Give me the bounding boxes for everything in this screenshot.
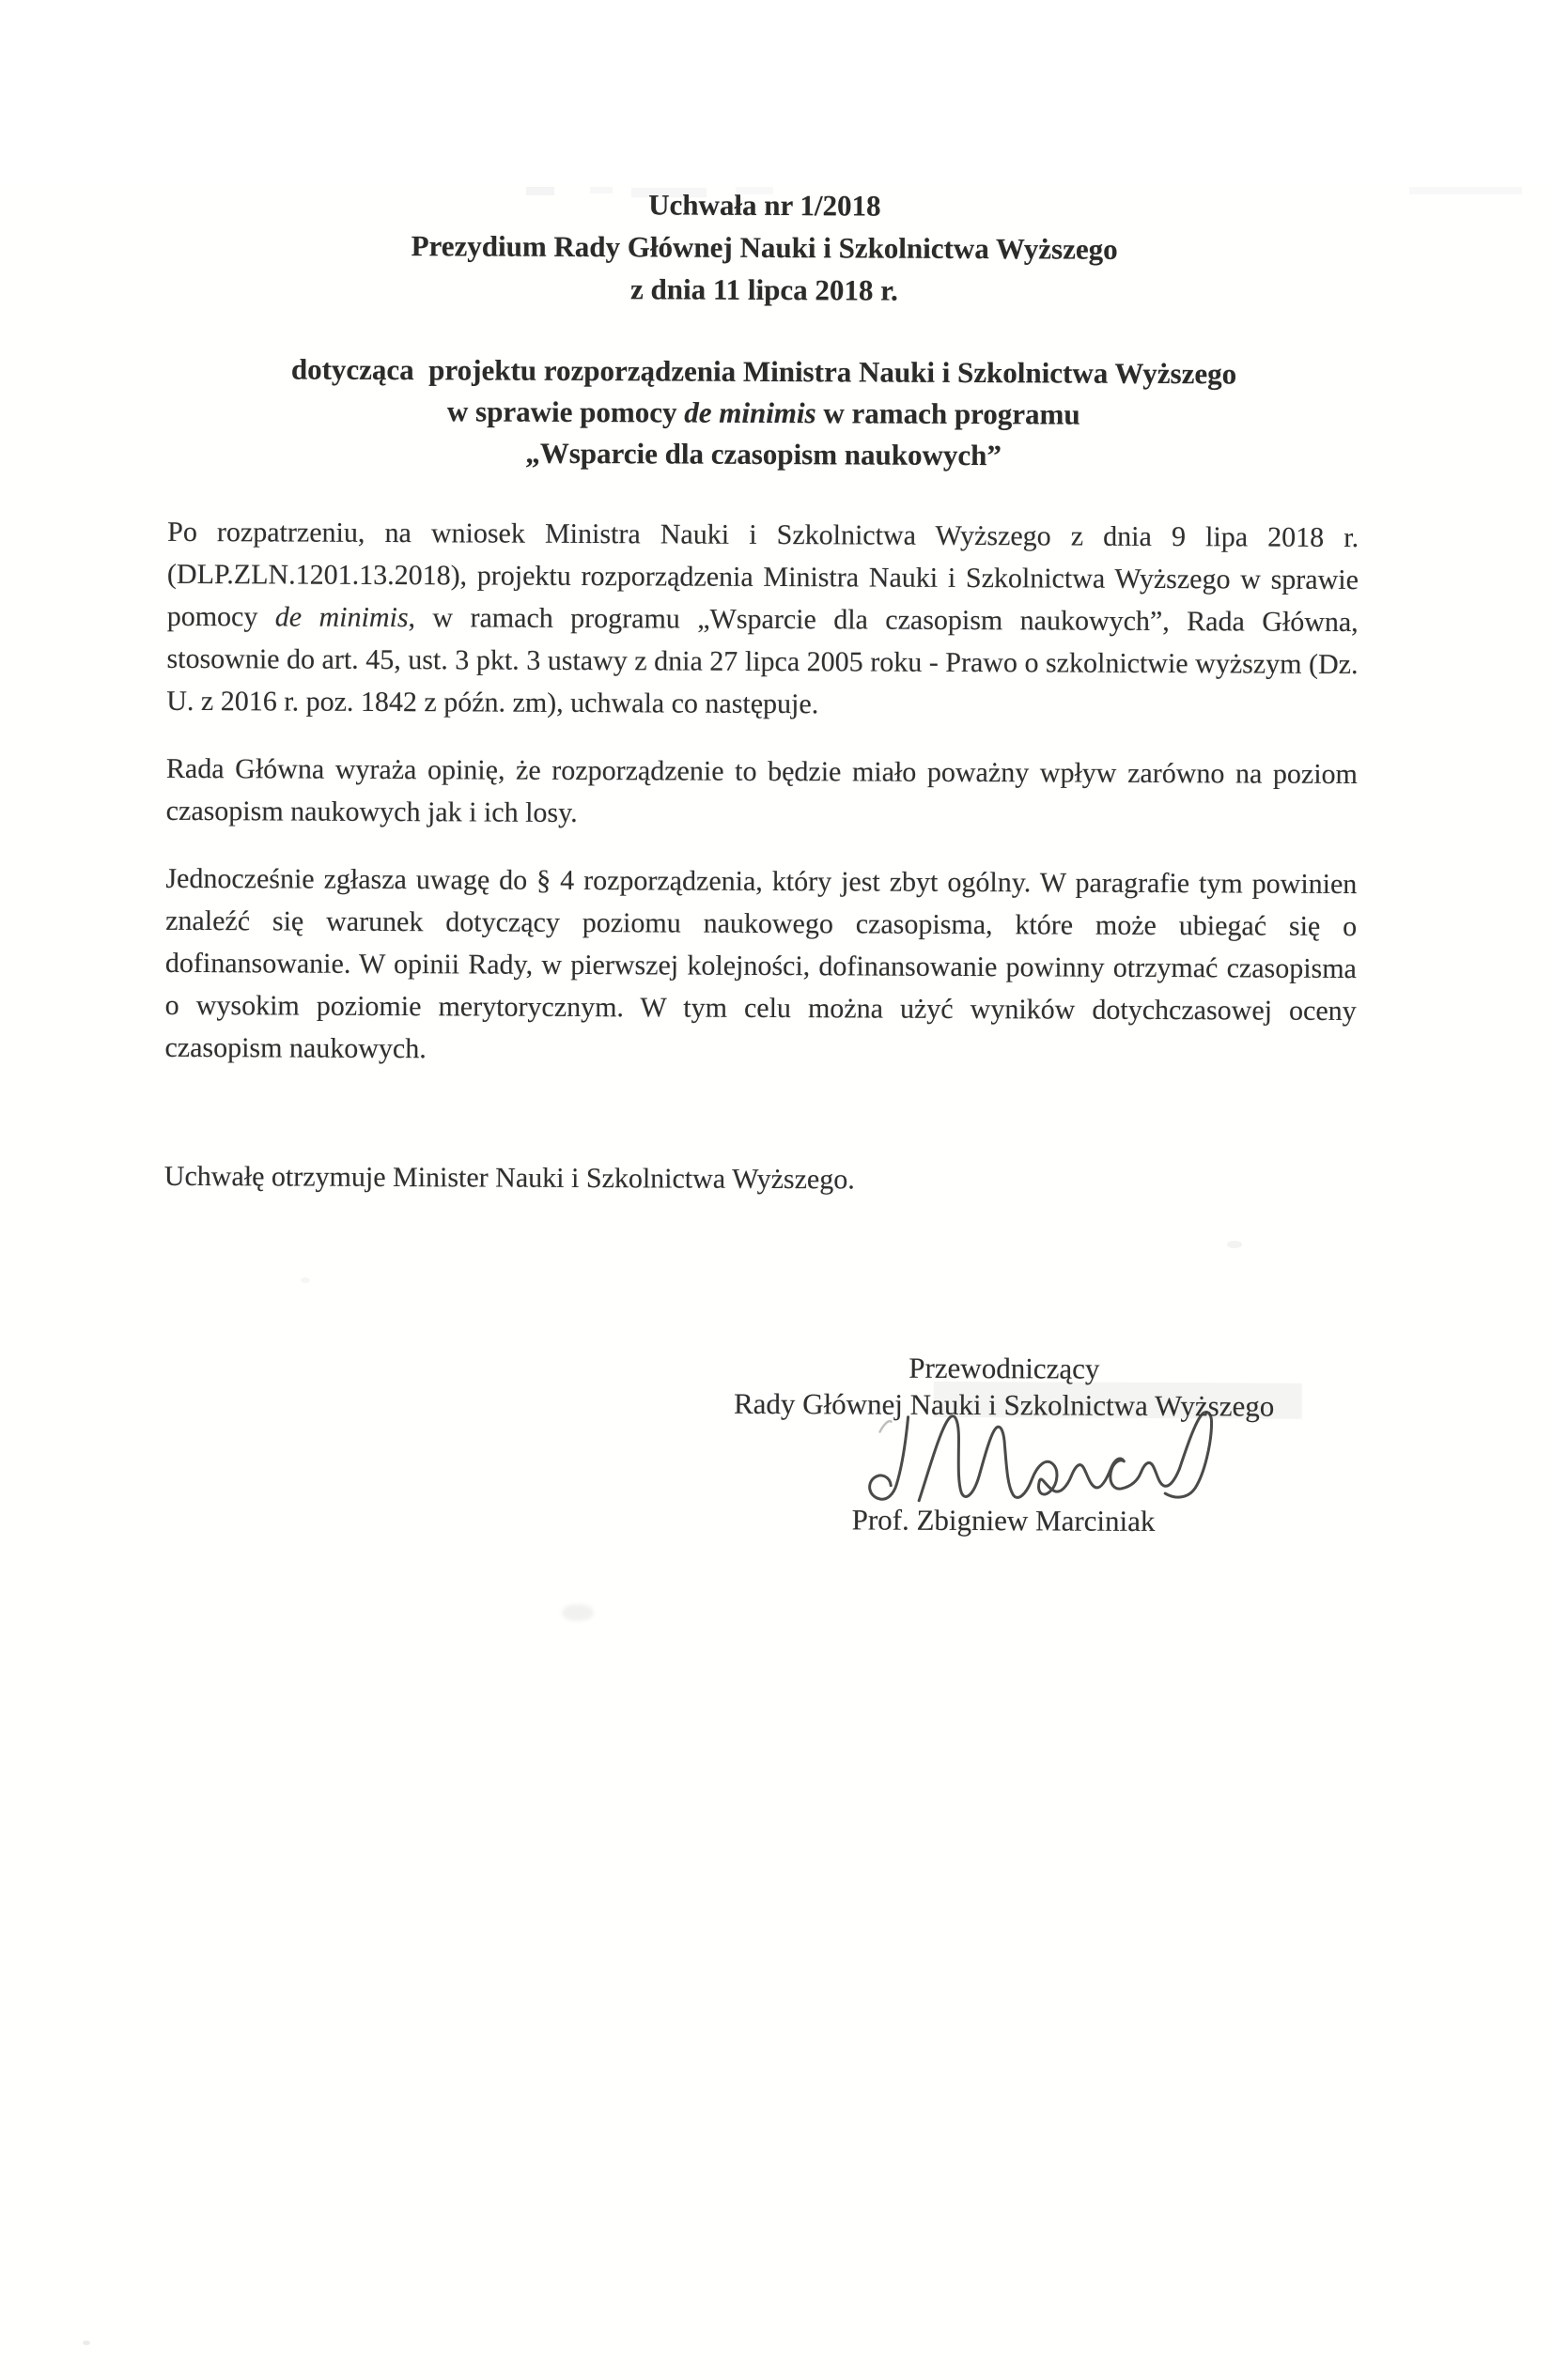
document-body [164,511,1359,1203]
paragraph-preamble-pre: Po rozpatrzeniu, na wniosek Ministra Nauki i Szkolnictwa Wyższego z dnia 9 lipa 2018 r. (DLP.ZLN.1201.13.2018), projektu rozporządzenia Ministra Nauki i Szkolnictwa Wyższego w sprawie pomocy [166,516,1359,633]
signature-block [712,1349,1296,1540]
paragraph-opinion: Rada Główna wyraża opinię, że rozporządzenie to będzie miało poważny wpływ zarówno na poziom czasopism naukowych jak i ich losy. [165,752,1359,828]
subject-line-2-post: w ramach programu [815,396,1080,431]
title-line-issuing-body: Prezydium Rady Głównej Nauki i Szkolnictwa Wyższego [411,229,1118,266]
signature-role-line-2: Rady Głównej Nauki i Szkolnictwa Wyższego [733,1386,1275,1423]
scan-artifact-smudge [562,1604,594,1621]
subject-de-minimis-italic: de minimis [684,395,816,430]
scan-artifact-speck [83,2341,90,2345]
title-line-date: z dnia 11 lipca 2018 r. [629,272,898,307]
signature-name: Prof. Zbigniew Marciniak [851,1503,1156,1538]
document-content [0,180,1553,1541]
paragraph-preamble [166,511,1359,728]
paragraph-preamble-post: , w ramach programu „Wsparcie dla czasopism naukowych”, Rada Główna, stosownie do art. 45, ust. 3 pkt. 3 ustawy z dnia 27 lipca 2005 roku - Prawo o szkolnictwie wyższym (Dz. U. z 2016 r. poz. 1842 z późn. zm), uchwala co następuje. [166,602,1359,720]
paragraph-remark: Jednocześnie zgłasza uwagę do § 4 rozporządzenia, który jest zbyt ogólny. W paragrafie tym powinien znaleźć się warunek dotyczący poziomu naukowego czasopisma, które może ubiegać się o dofinansowanie. W opinii Rady, w pierwszej kolejności, dofinansowanie powinny otrzymać czasopisma o wysokim poziomie merytorycznym. W tym celu można użyć wyników dotychczasowej oceny czasopism naukowych. [164,862,1358,1065]
paragraph-de-minimis-italic: de minimis [274,601,409,634]
document-subject-block [167,348,1359,478]
signature-role-line-1: Przewodniczący [909,1351,1100,1385]
paragraph-distribution: Uchwałę otrzymuje Minister Nauki i Szkolnictwa Wyższego. [163,1160,855,1196]
title-line-resolution-number: Uchwała nr 1/2018 [648,188,881,223]
document-title-block [168,181,1360,314]
subject-line-2-pre: w sprawie pomocy [446,394,685,429]
subject-line-2 [168,390,1359,437]
handwritten-signature [853,1403,1230,1508]
scanned-document-page [0,184,1553,2380]
subject-line-3-program-name: „Wsparcie dla czasopism naukowych” [525,436,1002,472]
subject-line-1: dotycząca projektu rozporządzenia Ministra Nauki i Szkolnictwa Wyższego [290,352,1237,391]
